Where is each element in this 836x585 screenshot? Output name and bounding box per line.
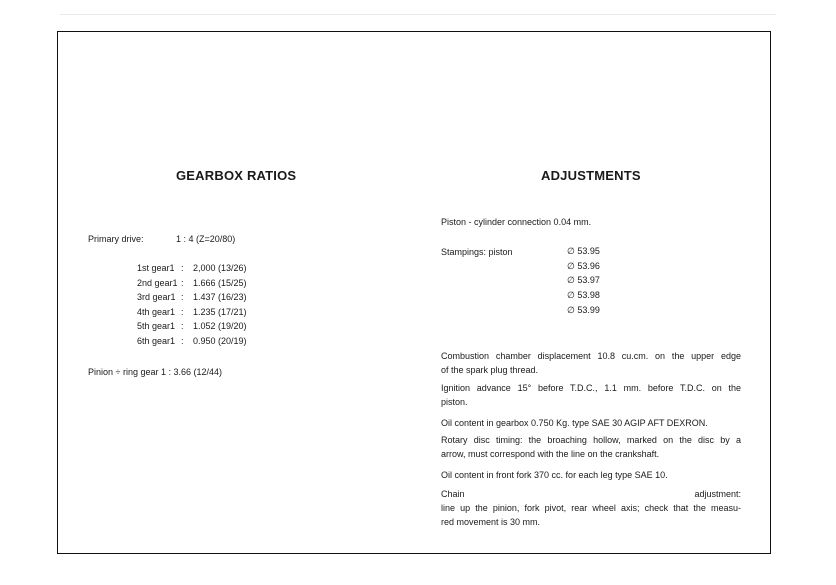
adjustment-paragraph (441, 416, 741, 430)
paragraph-line: line up the pinion, fork pivot, rear wheel axis; check that the measu- (441, 503, 741, 513)
paragraph-line: of the spark plug thread. (441, 365, 539, 375)
adjustment-paragraph (441, 468, 741, 482)
gear-value: 1.666 (15/25) (193, 277, 247, 288)
paragraph-line: Chain adjustment: (441, 489, 741, 499)
primary-drive-label: Primary drive: (88, 234, 144, 244)
adjustment-paragraph (441, 433, 741, 461)
paragraph-line: piston. (441, 397, 468, 407)
gear-label: 3rd gear1 (137, 292, 176, 302)
adjustments-title: ADJUSTMENTS (541, 168, 641, 183)
stamping-value: ∅ 53.97 (567, 275, 600, 286)
gear-separator: : (181, 263, 184, 273)
gear-label: 6th gear1 (137, 335, 176, 346)
paragraph-line: red movement is 30 mm. (441, 517, 541, 527)
gear-value: 1.052 (19/20) (193, 321, 247, 331)
adjustment-paragraph (441, 349, 741, 377)
paragraph-line: Rotary disc timing: the broaching hollow, marked on the disc by a (441, 435, 741, 445)
gearbox-ratios-title: GEARBOX RATIOS (176, 168, 297, 183)
stamping-value: ∅ 53.96 (567, 260, 600, 271)
adjustment-paragraph (441, 487, 741, 529)
gear-value: 1.437 (16/23) (193, 292, 247, 302)
gear-separator: : (181, 306, 184, 317)
gear-separator: : (181, 277, 184, 288)
primary-drive-value: 1 : 4 (Z=20/80) (176, 234, 236, 244)
stamping-value: ∅ 53.99 (567, 304, 600, 315)
stampings-label: Stampings: piston (441, 247, 513, 257)
stamping-value: ∅ 53.98 (567, 290, 600, 301)
gear-separator: : (181, 321, 184, 331)
gear-label: 4th gear1 (137, 306, 176, 317)
gear-label: 5th gear1 (137, 321, 176, 331)
paragraph-line: Oil content in gearbox 0.750 Kg. type SAE 30 AGIP AFT DEXRON. (441, 418, 708, 428)
gear-value: 0.950 (20/19) (193, 335, 247, 346)
gear-value: 1.235 (17/21) (193, 306, 247, 317)
paragraph-line: Combustion chamber displacement 10.8 cu.cm. on the upper edge (441, 351, 741, 361)
gear-separator: : (181, 292, 184, 302)
paragraph-line: Oil content in front fork 370 cc. for each leg type SAE 10. (441, 470, 668, 480)
piston-connection: Piston - cylinder connection 0.04 mm. (441, 217, 592, 227)
gear-label: 1st gear1 (137, 263, 175, 273)
stamping-value: ∅ 53.95 (567, 246, 600, 256)
paragraph-line: arrow, must correspond with the line on the crankshaft. (441, 449, 660, 459)
gear-label: 2nd gear1 (137, 277, 178, 288)
gear-separator: : (181, 335, 184, 346)
adjustment-paragraph (441, 381, 741, 409)
paragraph-line: Ignition advance 15° before T.D.C., 1.1 mm. before T.D.C. on the (441, 383, 741, 393)
pinion-ring-gear: Pinion ÷ ring gear 1 : 3.66 (12/44) (88, 367, 223, 377)
gear-value: 2,000 (13/26) (193, 263, 247, 273)
